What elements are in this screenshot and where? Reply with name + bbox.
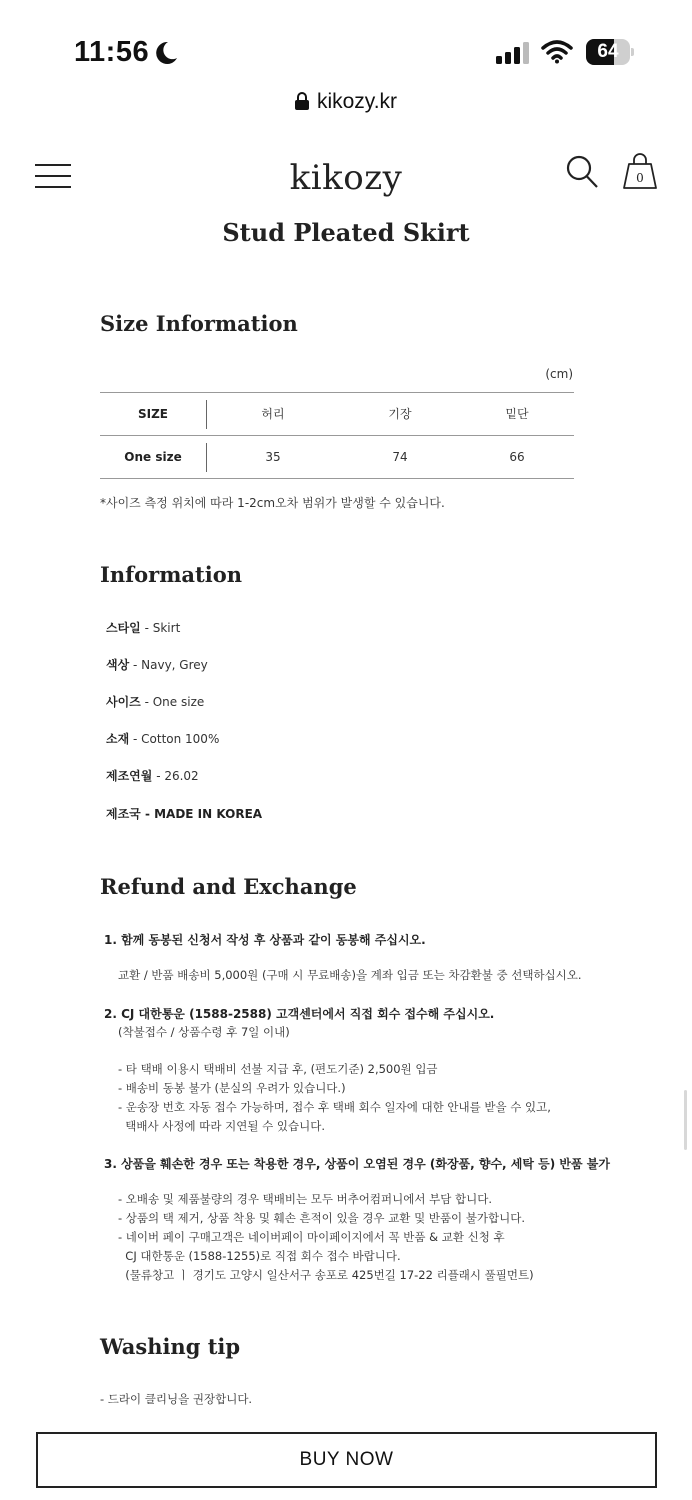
size-table-row <box>100 436 574 479</box>
size-cell: SIZE <box>137 407 168 421</box>
size-table <box>100 392 574 479</box>
size-cell: 밑단 <box>505 407 529 421</box>
washing-tip-text: - 드라이 클리닝을 권장합니다. <box>100 1392 253 1406</box>
refund-item-2-line: - 배송비 동봉 불가 (분실의 우려가 있습니다.) <box>118 1081 346 1095</box>
info-item-origin: 제조국 - MADE IN KOREA <box>106 807 263 821</box>
size-unit: (cm) <box>545 367 573 381</box>
size-cell: One size <box>124 450 182 464</box>
refund-item-3-line: CJ 대한통운 (1588-1255)로 직접 회수 접수 바랍니다. <box>118 1249 401 1263</box>
cart-count: 0 <box>636 171 644 185</box>
size-cell: 기장 <box>388 407 412 421</box>
refund-item-2-subtitle: (착불접수 / 상품수령 후 7일 이내) <box>118 1025 290 1039</box>
size-cell: 허리 <box>261 407 285 421</box>
info-item-color: 색상 - Navy, Grey <box>106 658 208 672</box>
wifi-icon <box>541 40 573 64</box>
search-icon[interactable] <box>566 155 598 189</box>
washing-tip-heading: Washing tip <box>100 1334 241 1359</box>
refund-item-2-title: 2. CJ 대한통운 (1588-2588) 고객센터에서 직접 회수 접수해 주십시오. <box>104 1007 495 1021</box>
refund-item-2-line: - 타 택배 이용시 택배비 선불 지급 후, (편도기준) 2,500원 입금 <box>118 1062 438 1076</box>
refund-item-3-line: - 네이버 페이 구매고객은 네이버페이 마이페이지에서 꼭 반품 & 교환 신청 후 <box>118 1230 505 1244</box>
refund-item-3-line: - 오배송 및 제품불량의 경우 택배비는 모두 버추어컴퍼니에서 부담 합니다. <box>118 1192 492 1206</box>
size-table-header-row <box>100 393 574 436</box>
cellular-signal-icon <box>496 42 532 64</box>
lock-icon <box>295 92 309 110</box>
refund-item-3-title: 3. 상품을 훼손한 경우 또는 착용한 경우, 상품이 오염된 경우 (화장품, 향수, 세탁 등) 반품 불가 <box>104 1157 610 1171</box>
size-cell: 74 <box>392 450 408 464</box>
status-time: 11:56 <box>74 36 150 68</box>
refund-item-2-line: - 운송장 번호 자동 접수 가능하며, 접수 후 택배 회수 일자에 대한 안내를 받을 수 있고, <box>118 1100 551 1114</box>
size-information-heading: Size Information <box>100 311 298 336</box>
address-bar[interactable] <box>0 90 692 124</box>
refund-item-3-line: - 상품의 택 제거, 상품 착용 및 훼손 흔적이 있을 경우 교환 및 반품이 불가합니다. <box>118 1211 526 1225</box>
refund-item-1-title: 1. 함께 동봉된 신청서 작성 후 상품과 같이 동봉해 주십시오. <box>104 933 426 947</box>
refund-item-1-line: 교환 / 반품 배송비 5,000원 (구매 시 무료배송)을 계좌 입금 또는 차감환불 중 선택하십시오. <box>118 968 582 982</box>
info-item-material: 소재 - Cotton 100% <box>106 732 220 746</box>
scrollbar-thumb[interactable] <box>684 1090 687 1150</box>
info-item-manufacture-date: 제조연월 - 26.02 <box>106 769 199 783</box>
url-text: kikozy.kr <box>316 90 398 113</box>
battery-indicator <box>586 39 634 65</box>
info-item-size: 사이즈 - One size <box>106 695 205 709</box>
refund-item-3-line: (물류창고 ㅣ 경기도 고양시 일산서구 송포로 425번길 17-22 리플래시 풀필먼트) <box>118 1268 534 1282</box>
size-note: *사이즈 측정 위치에 따라 1-2cm오차 범위가 발생할 수 있습니다. <box>100 496 445 510</box>
buy-now-button[interactable]: BUY NOW <box>36 1432 657 1488</box>
size-cell: 35 <box>265 450 281 464</box>
site-logo[interactable]: kikozy <box>289 158 403 198</box>
info-item-style: 스타일 - Skirt <box>106 621 181 635</box>
information-heading: Information <box>100 562 242 587</box>
refund-item-2-line: 택배사 사정에 따라 지연될 수 있습니다. <box>118 1119 325 1133</box>
refund-heading: Refund and Exchange <box>100 874 357 899</box>
size-cell: 66 <box>509 450 525 464</box>
moon-icon <box>153 40 179 66</box>
product-title: Stud Pleated Skirt <box>222 218 470 247</box>
battery-percent: 64 <box>597 41 619 62</box>
